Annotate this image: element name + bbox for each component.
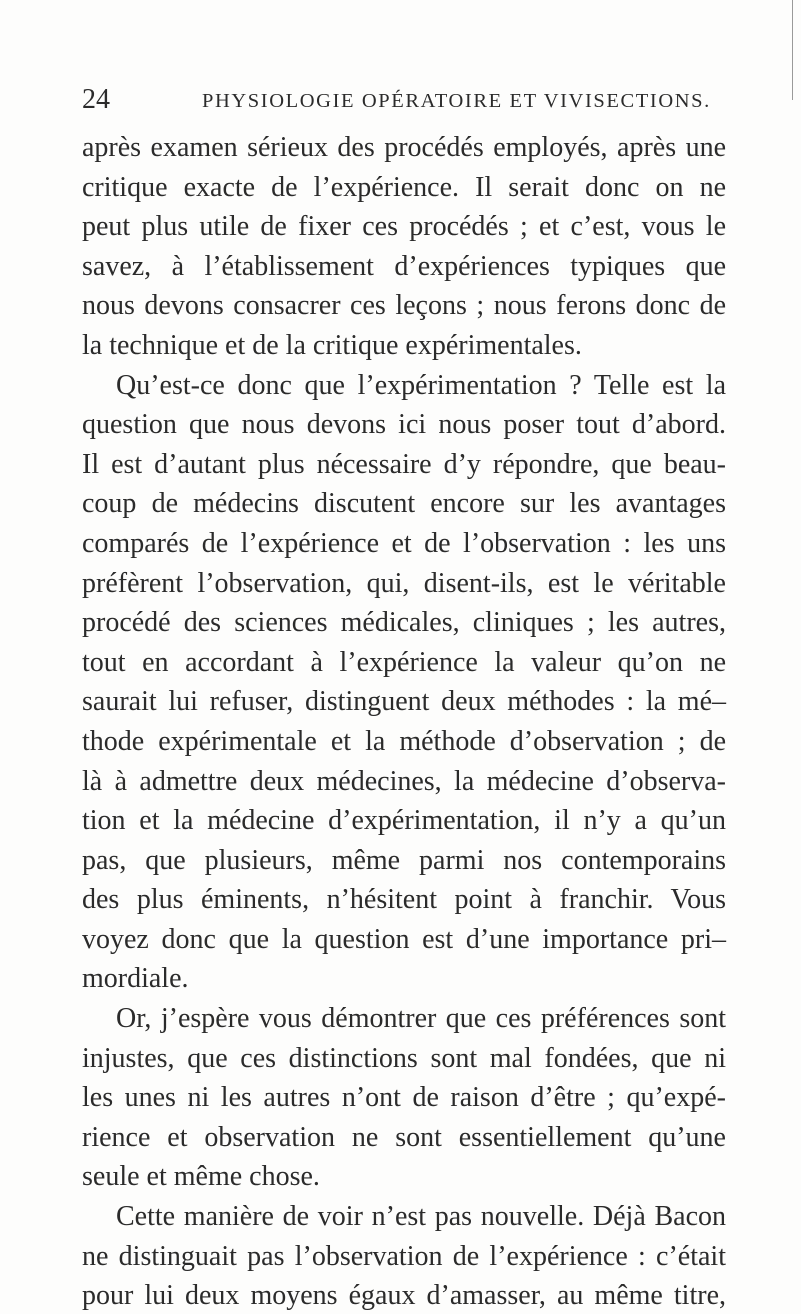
text-line: rience et observation ne sont essentiellement qu’une — [82, 1121, 726, 1153]
text-line: nous devons consacrer ces leçons ; nous ferons donc de — [82, 290, 726, 322]
text-line: savez, à l’établissement d’expériences typiques que — [82, 250, 726, 282]
text-line: critique exacte de l’expérience. Il serait donc on ne — [82, 171, 726, 203]
text-line: la technique et de la critique expérimentales. — [82, 329, 582, 361]
text-line: préfèrent l’observation, qui, disent-ils, est le véritable — [82, 567, 726, 599]
text-line: pour lui deux moyens égaux d’amasser, au même titre, — [82, 1280, 726, 1312]
text-line: coup de médecins discutent encore sur les avantages — [82, 488, 726, 520]
text-line: mordiale. — [82, 963, 189, 995]
text-line: Or, j’espère vous démontrer que ces préférences sont — [116, 1003, 726, 1035]
text-line: question que nous devons ici nous poser tout d’abord. — [82, 409, 726, 441]
page-header — [82, 82, 722, 118]
page-number: 24 — [82, 84, 110, 115]
text-line: procédé des sciences médicales, cliniques ; les autres, — [82, 607, 726, 639]
text-line: tion et la médecine d’expérimentation, il n’y a qu’un — [82, 805, 726, 837]
page-edge-line — [792, 0, 793, 100]
text-line: ne distinguait pas l’observation de l’expérience : c’était — [82, 1240, 726, 1272]
text-line: saurait lui refuser, distinguent deux méthodes : la mé– — [82, 686, 726, 718]
text-line: pas, que plusieurs, même parmi nos contemporains — [82, 844, 726, 876]
text-line: des plus éminents, n’hésitent point à franchir. Vous — [82, 884, 726, 916]
text-line: Cette manière de voir n’est pas nouvelle. Déjà Bacon — [116, 1201, 726, 1233]
running-head: PHYSIOLOGIE OPÉRATOIRE ET VIVISECTIONS. — [202, 90, 711, 112]
text-line: voyez donc que la question est d’une importance pri– — [82, 923, 726, 955]
text-line: Il est d’autant plus nécessaire d’y répondre, que beau- — [82, 448, 726, 480]
body-text — [82, 128, 726, 1316]
text-line: thode expérimentale et la méthode d’observation ; de — [82, 725, 726, 757]
text-line: seule et même chose. — [82, 1161, 320, 1193]
text-line: comparés de l’expérience et de l’observation : les uns — [82, 527, 726, 559]
text-line: peut plus utile de fixer ces procédés ; et c’est, vous le — [82, 211, 726, 243]
text-line: là à admettre deux médecines, la médecine d’observa- — [82, 765, 726, 797]
text-line: injustes, que ces distinctions sont mal fondées, que ni — [82, 1042, 726, 1074]
text-line: Qu’est-ce donc que l’expérimentation ? Telle est la — [116, 369, 726, 401]
text-line: les unes ni les autres n’ont de raison d’être ; qu’expé- — [82, 1082, 726, 1114]
text-line: tout en accordant à l’expérience la valeur qu’on ne — [82, 646, 726, 678]
text-line: après examen sérieux des procédés employés, après une — [82, 132, 726, 163]
